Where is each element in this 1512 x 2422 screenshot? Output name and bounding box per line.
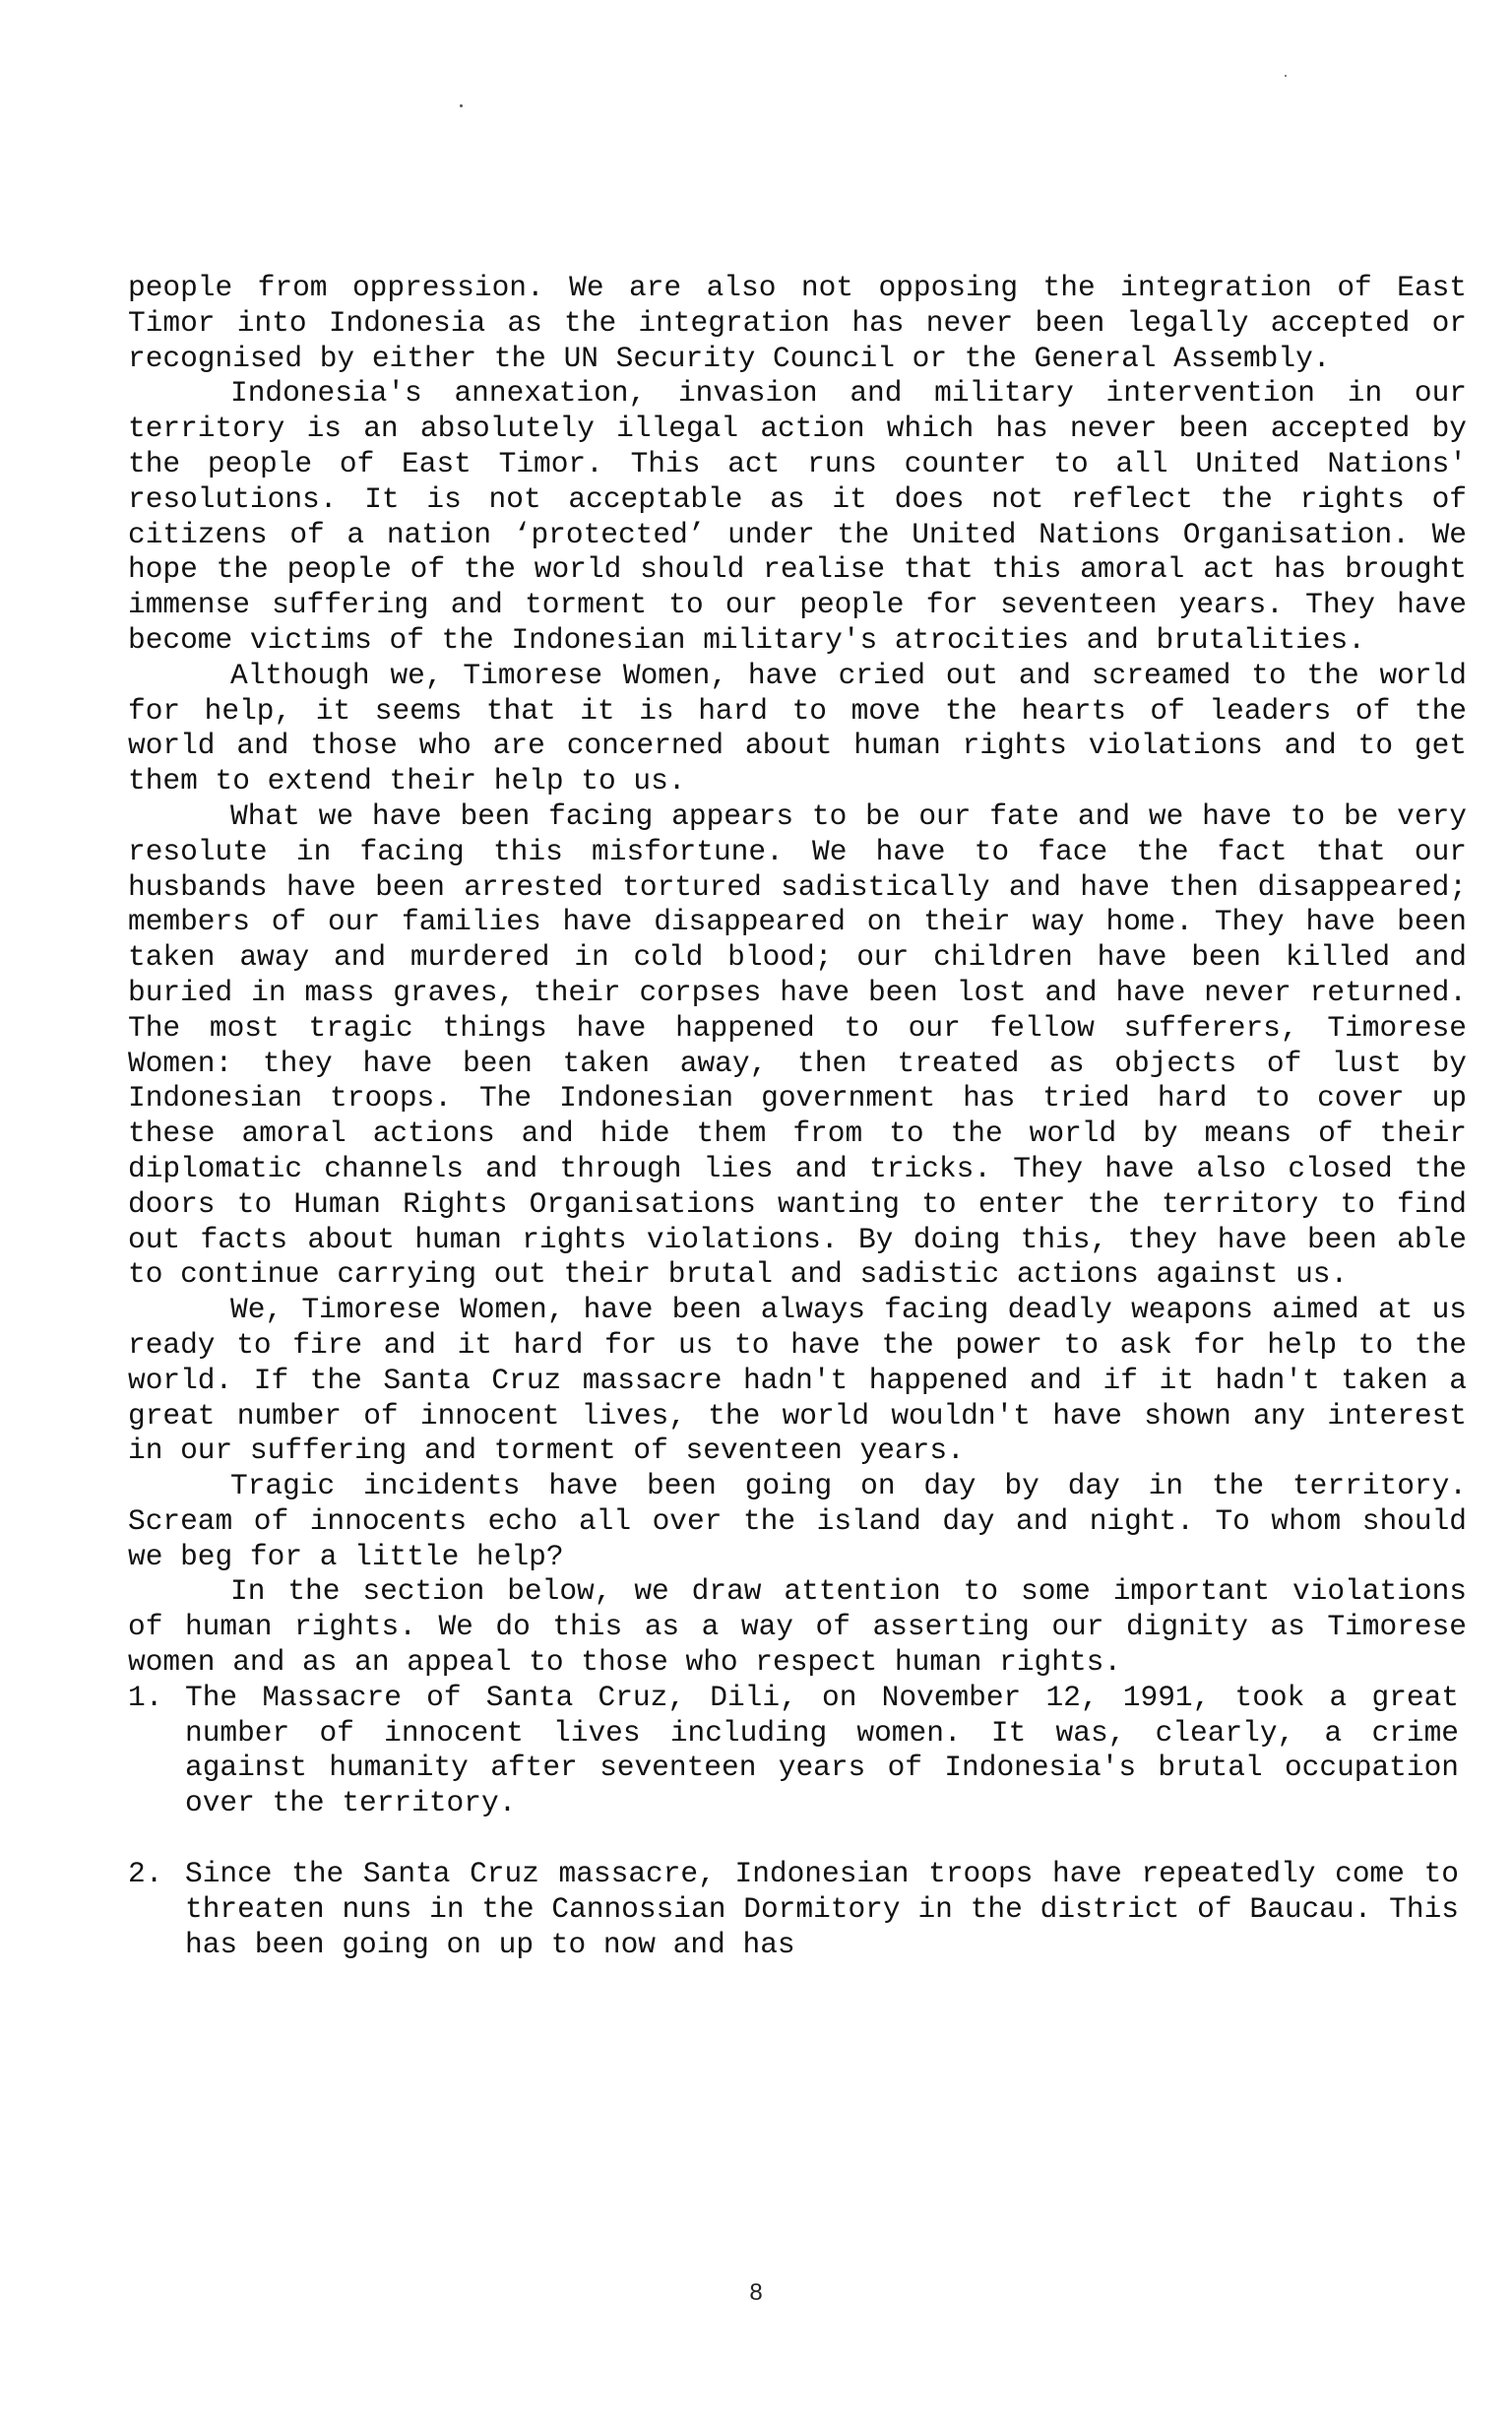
list-item-number: 2. [128, 1857, 163, 1891]
list-item [128, 1681, 1467, 1821]
list-item-text: Since the Santa Cruz massacre, Indonesian troops have repeatedly come to threaten nuns in the Cannossian Dormitory in the district of Baucau. This has been going on up to now and has [185, 1857, 1459, 1961]
list-item-number: 1. [128, 1680, 163, 1714]
paragraph: Indonesia's annexation, invasion and military intervention in our territory is an absolutely illegal action which has never been accepted by the people of East Timor. This act runs counter to all United Nations' resolutions. It is not acceptable as it does not reflect the rights of citizens of a nation ‘protected’ under the United Nations Organisation. We hope the people of the world should realise that this amoral act has brought immense suffering and torment to our people for seventeen years. They have become victims of the Indonesian military's atrocities and brutalities. [128, 376, 1467, 657]
paragraph: Although we, Timorese Women, have cried out and screamed to the world for help, it seems that it is hard to move the hearts of leaders of the world and those who are concerned about human rights violations and to get them to extend their help to us. [128, 658, 1467, 798]
paragraph: Tragic incidents have been going on day by day in the territory. Scream of innocents echo all over the island day and night. To whom should we beg for a little help? [128, 1469, 1467, 1573]
paragraph: What we have been facing appears to be our fate and we have to be very resolute in facing this misfortune. We have to face the fact that our husbands have been arrested tortured sadistically and have then disappeared; members of our families have disappeared on their way home. They have been taken away and murdered in cold blood; our children have been killed and buried in mass graves, their corpses have been lost and have never returned. The most tragic things have happened to our fellow sufferers, Timorese Women: they have been taken away, then treated as objects of lust by Indonesian troops. The Indonesian government has tried hard to cover up these amoral actions and hide them from to the world by means of their diplomatic channels and through lies and tricks. They have also closed the doors to Human Rights Organisations wanting to enter the territory to find out facts about human rights violations. By doing this, they have been able to continue carrying out their brutal and sadistic actions against us. [128, 798, 1467, 1292]
page-number: 8 [749, 2279, 763, 2306]
paragraph: In the section below, we draw attention to some important violations of human rights. We do this as a way of asserting our dignity as Timorese women and as an appeal to those who respect human rights. [128, 1574, 1467, 1680]
paragraph: We, Timorese Women, have been always facing deadly weapons aimed at us ready to fire and it hard for us to have the power to ask for help to the world. If the Santa Cruz massacre hadn't happened and if it hadn't taken a great number of innocent lives, the world wouldn't have shown any interest in our suffering and torment of seventeen years. [128, 1293, 1467, 1468]
list-item [128, 1857, 1467, 1962]
paragraph: people from oppression. We are also not opposing the integration of East Timor into Indonesia as the integration has never been legally accepted or recognised by either the UN Security Council or the General Assembly. [128, 271, 1467, 375]
list-item-text: The Massacre of Santa Cruz, Dili, on November 12, 1991, took a great number of innocent lives including women. It was, clearly, a crime against humanity after seventeen years of Indonesia's brutal occupation over the territory. [185, 1680, 1459, 1820]
scan-speck [460, 104, 463, 107]
numbered-list [128, 1681, 1467, 1963]
scan-speck [1285, 75, 1287, 77]
document-page [128, 271, 1467, 1962]
